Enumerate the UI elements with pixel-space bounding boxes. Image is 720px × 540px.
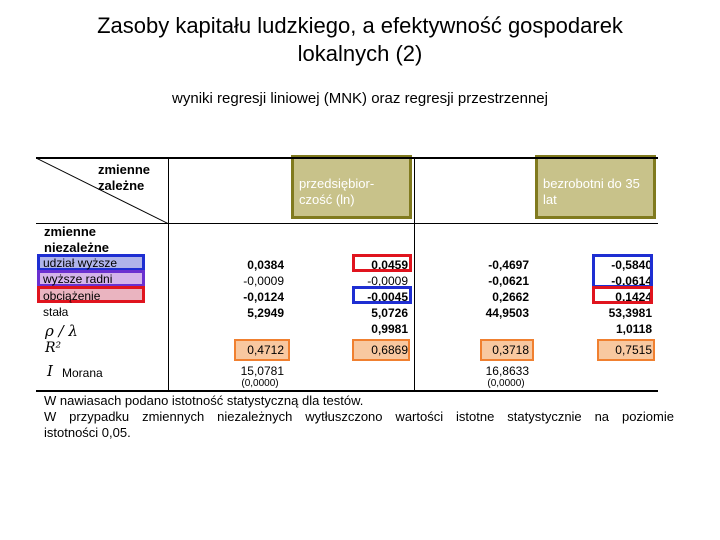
row-label-udzial-wyzsze: udział wyższe [43, 256, 118, 270]
cell-r6-c4: 0,7515 [615, 343, 652, 357]
pvalue-2: (0,0000) [487, 378, 525, 389]
sig-box-r1-c2 [352, 254, 412, 272]
row-label-morana: Morana [62, 366, 103, 380]
cell-r1-c2: 0,0459 [371, 258, 408, 272]
cell-r1-c3: -0,4697 [488, 258, 529, 272]
corner-independent-label: zmienne niezależne [44, 224, 110, 255]
pvalue-1: (0,0000) [241, 378, 279, 389]
cell-r3-c1: -0,0124 [243, 290, 284, 304]
col-divider-2 [414, 158, 415, 390]
row-label-obciazenie: obciążenie [43, 289, 101, 303]
cell-r2-c1: -0,0009 [243, 274, 284, 288]
row-label-r-squared: R² [45, 340, 62, 356]
sig-box-r1r2-c4 [592, 254, 653, 288]
cell-r3-c3: 0,2662 [492, 290, 529, 304]
corner-dependent-label: zmienne zależne [98, 162, 151, 193]
note-line-2: W przypadku zmiennych niezależnych wytłuszczono wartości istotne statystycznie na poziomie [44, 409, 674, 424]
cell-r2-c4: -0,0614 [611, 274, 652, 288]
cell-r7-c1: 15,0781 [240, 364, 284, 378]
cell-r6-c1: 0,4712 [247, 343, 284, 357]
title-line-2: lokalnych (2) [297, 41, 423, 66]
title-line-1: Zasoby kapitału ludzkiego, a efektywność gospodarek [97, 13, 623, 38]
cell-r4-c1: 5,2949 [247, 306, 284, 320]
cell-r6-c2: 0,6869 [371, 343, 408, 357]
cell-r4-c3: 44,9503 [485, 306, 529, 320]
table-bottom-rule [36, 390, 658, 392]
cell-r5-c4: 1,0118 [615, 322, 652, 336]
cell-r1-c4: -0,5840 [611, 258, 652, 272]
cell-r3-c4: 0,1424 [615, 290, 652, 304]
cell-r7-c3: 16,8633 [485, 364, 529, 378]
row-label-rho-lambda: ρ / λ [45, 322, 78, 340]
cell-r6-c3: 0,3718 [492, 343, 529, 357]
row-label-wyzsze-radni: wyższe radni [43, 272, 113, 286]
row-label-stala: stała [43, 305, 69, 319]
cell-r4-c2: 5,0726 [371, 306, 408, 320]
cell-r1-c1: 0,0384 [247, 258, 284, 272]
cell-r5-c2: 0,9981 [371, 322, 408, 336]
cell-r2-c2: -0,0009 [367, 274, 408, 288]
column-header-4: bezrobotni do 35 lat [543, 176, 640, 207]
cell-r2-c3: -0,0621 [488, 274, 529, 288]
column-header-1: przedsiębior- czość (ln) - MNK [178, 176, 275, 207]
slide-subtitle: wyniki regresji liniowej (MNK) oraz regresji przestrzennej [172, 90, 548, 107]
cell-r3-c2: -0,0045 [367, 290, 408, 304]
sig-box-r3-c2 [352, 286, 412, 304]
row-label-moran-i: I [47, 362, 53, 380]
column-header-2: przedsiębior- czość (ln) [299, 176, 375, 207]
sig-box-r3-c4 [592, 286, 653, 304]
cell-r4-c4: 53,3981 [608, 306, 652, 320]
column-header-3: bezrobotni do 35 lat – MNK [422, 176, 519, 207]
note-line-1: W nawiasach podano istotność statystyczną dla testów. [44, 393, 364, 408]
note-line-3: istotności 0,05. [44, 425, 131, 440]
